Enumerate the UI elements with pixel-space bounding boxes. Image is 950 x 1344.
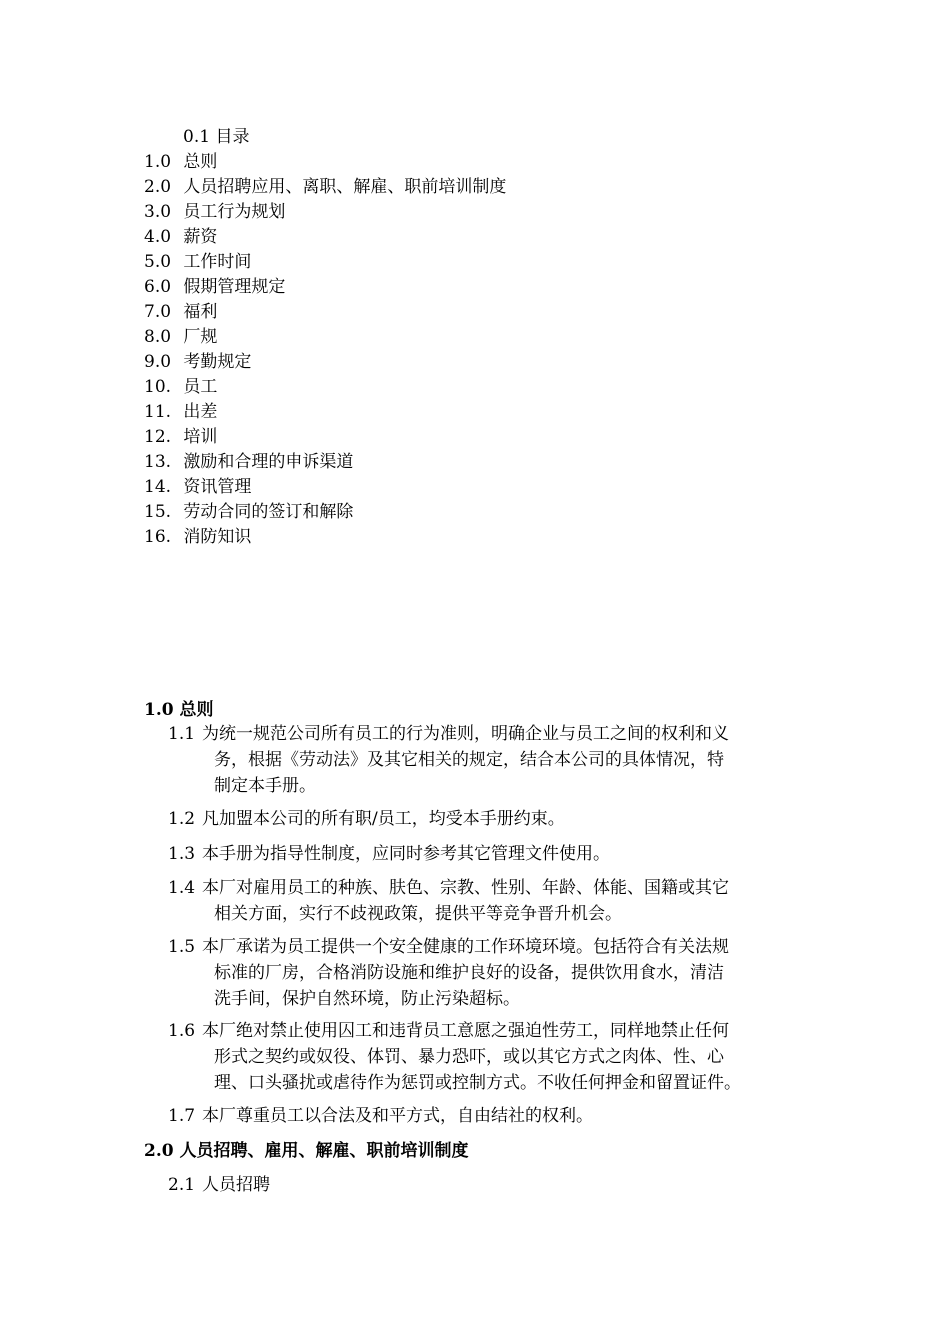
clause-number: 1.4 (168, 878, 196, 898)
clause-text-line: 本厂尊重员工以合法及和平方式，自由结社的权利。 (202, 1106, 593, 1126)
clause-number: 1.1 (168, 724, 196, 744)
toc-item-label: 薪资 (183, 227, 218, 247)
toc-item-label: 总则 (183, 152, 218, 172)
clause-number: 1.5 (168, 937, 196, 957)
clause-number: 1.3 (168, 844, 196, 864)
clause-text-line: 形式之契约或奴役、体罚、暴力恐吓，或以其它方式之肉体、性、心 (214, 1047, 724, 1067)
toc-item-number: 4.0 (144, 227, 172, 247)
clause-number: 1.6 (168, 1021, 196, 1041)
clause-text-line: 本厂绝对禁止使用囚工和违背员工意愿之强迫性劳工，同样地禁止任何 (202, 1021, 729, 1041)
toc-item-number: 1.0 (144, 152, 172, 172)
clause-1-6 (168, 1018, 808, 1096)
toc-item-label: 劳动合同的签订和解除 (183, 502, 354, 522)
clause-1-7 (168, 1103, 808, 1129)
toc-item (144, 426, 506, 451)
toc-item-number: 5.0 (144, 252, 172, 272)
toc-item-number: 16. (144, 527, 172, 547)
toc-item-label: 人员招聘应用、离职、解雇、职前培训制度 (183, 177, 507, 197)
clause-text-line: 相关方面，实行不歧视政策，提供平等竞争晋升机会。 (214, 904, 622, 924)
toc-item-number: 14. (144, 477, 172, 497)
toc-item-label: 考勤规定 (183, 352, 252, 372)
toc-item-label: 福利 (183, 302, 218, 322)
toc-item (144, 501, 506, 526)
toc-title: 0.1 目录 (183, 127, 250, 147)
toc-item-label: 假期管理规定 (183, 277, 286, 297)
clause-text-line: 人员招聘 (202, 1175, 270, 1195)
toc-item-number: 6.0 (144, 277, 172, 297)
clause-text-line: 本手册为指导性制度，应同时参考其它管理文件使用。 (202, 844, 610, 864)
toc-item-number: 8.0 (144, 327, 172, 347)
clause-text-line: 务，根据《劳动法》及其它相关的规定，结合本公司的具体情况，特 (214, 750, 724, 770)
section-heading-recruitment: 2.0 人员招聘、雇用、解雇、职前培训制度 (144, 1141, 469, 1161)
toc-item (144, 326, 506, 351)
clause-text-line: 制定本手册。 (214, 776, 316, 796)
clause-number: 1.7 (168, 1106, 196, 1126)
clause-text-line: 标准的厂房，合格消防设施和维护良好的设备，提供饮用食水，清洁 (214, 963, 724, 983)
toc-item-number: 12. (144, 427, 172, 447)
toc-item-number: 13. (144, 452, 172, 472)
toc-item (144, 201, 506, 226)
toc-item (144, 301, 506, 326)
toc-item (144, 351, 506, 376)
toc-item (144, 451, 506, 476)
clause-text-line: 理、口头骚扰或虐待作为惩罚或控制方式。不收任何押金和留置证件。 (214, 1073, 741, 1093)
toc-item (144, 151, 506, 176)
clause-1-5 (168, 934, 808, 1012)
clause-1-4 (168, 875, 808, 927)
toc-item-label: 员工 (183, 377, 218, 397)
toc-item (144, 176, 506, 201)
clause-1-1 (168, 721, 808, 799)
toc-item-label: 厂规 (183, 327, 218, 347)
toc-item-label: 激励和合理的申诉渠道 (183, 452, 354, 472)
toc-item-number: 10. (144, 377, 172, 397)
clause-text-line: 本厂承诺为员工提供一个安全健康的工作环境环境。包括符合有关法规 (202, 937, 729, 957)
toc-item (144, 376, 506, 401)
toc-item (144, 226, 506, 251)
clause-number: 2.1 (168, 1175, 196, 1195)
toc-item (144, 476, 506, 501)
toc-item (144, 526, 506, 551)
clause-1-2 (168, 806, 808, 832)
clause-1-3 (168, 841, 808, 867)
toc-item (144, 401, 506, 426)
toc-item (144, 276, 506, 301)
toc-item-label: 消防知识 (183, 527, 252, 547)
toc-item-label: 员工行为规划 (183, 202, 286, 222)
table-of-contents (144, 151, 506, 551)
toc-item-label: 资讯管理 (183, 477, 252, 497)
clause-2-1 (168, 1172, 808, 1198)
toc-item-number: 9.0 (144, 352, 172, 372)
clause-number: 1.2 (168, 809, 196, 829)
toc-item-label: 出差 (183, 402, 218, 422)
clause-text-line: 凡加盟本公司的所有职/员工，均受本手册约束。 (202, 809, 565, 829)
toc-item-number: 15. (144, 502, 172, 522)
toc-item-label: 工作时间 (183, 252, 252, 272)
section-heading-general: 1.0 总则 (144, 700, 214, 720)
toc-item-number: 2.0 (144, 177, 172, 197)
toc-item (144, 251, 506, 276)
clause-text-line: 本厂对雇用员工的种族、肤色、宗教、性别、年龄、体能、国籍或其它 (202, 878, 729, 898)
toc-item-number: 7.0 (144, 302, 172, 322)
toc-item-label: 培训 (183, 427, 218, 447)
toc-item-number: 3.0 (144, 202, 172, 222)
clause-text-line: 为统一规范公司所有员工的行为准则，明确企业与员工之间的权利和义 (202, 724, 729, 744)
clause-text-line: 洗手间，保护自然环境，防止污染超标。 (214, 989, 520, 1009)
toc-item-number: 11. (144, 402, 172, 422)
